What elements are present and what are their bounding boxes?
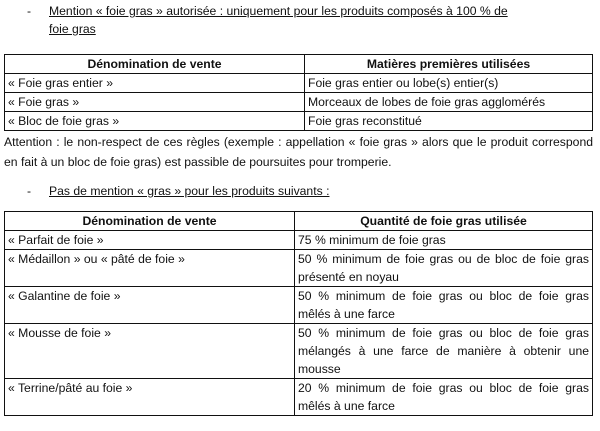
table-row (5, 93, 593, 112)
cell-quantite: 20 % minimum de foie gras ou bloc de foie gras mêlés à une farce (295, 379, 593, 416)
bullet-pas-de-mention (27, 182, 329, 200)
table-row (5, 231, 593, 250)
header-denomination: Dénomination de vente (5, 55, 305, 74)
cell-quantite: 50 % minimum de foie gras ou bloc de foie gras mélangés à une farce de manière à obtenir une mousse (295, 324, 593, 379)
bullet-text-line2: foie gras (49, 22, 96, 36)
bullet-dash: - (27, 4, 32, 18)
cell-denomination: « Médaillon » ou « pâté de foie » (5, 250, 295, 287)
cell-denomination: « Bloc de foie gras » (5, 112, 305, 131)
cell-denomination: « Terrine/pâté au foie » (5, 379, 295, 416)
attention-paragraph: Attention : le non-respect de ces règles (exemple : appellation « foie gras » alors que le produit correspond en fait à un bloc de foie gras) est passible de poursuites pour tromperie. (4, 135, 593, 169)
header-denomination: Dénomination de vente (5, 212, 295, 231)
cell-matieres: Morceaux de lobes de foie gras agglomérés (305, 93, 593, 112)
bullet-text-line1: Mention « foie gras » autorisée : uniquement pour les produits composés à 100 % de (49, 4, 508, 18)
table-row (5, 324, 593, 379)
header-matieres: Matières premières utilisées (305, 55, 593, 74)
table-row (5, 287, 593, 324)
cell-quantite: 50 % minimum de foie gras ou de bloc de foie gras présenté en noyau (295, 250, 593, 287)
cell-matieres: Foie gras reconstitué (305, 112, 593, 131)
table-quantite-foie-gras (4, 211, 593, 416)
cell-denomination: « Foie gras entier » (5, 74, 305, 93)
bullet-mention-foie-gras (27, 2, 587, 36)
cell-quantite: 75 % minimum de foie gras (295, 231, 593, 250)
table-row (5, 250, 593, 287)
cell-denomination: « Foie gras » (5, 93, 305, 112)
cell-quantite: 50 % minimum de foie gras ou bloc de foie gras mêlés à une farce (295, 287, 593, 324)
bullet-text: Pas de mention « gras » pour les produits suivants : (49, 184, 330, 198)
cell-denomination: « Parfait de foie » (5, 231, 295, 250)
bullet-dash: - (27, 184, 32, 198)
table-header-row (5, 55, 593, 74)
table-header-row (5, 212, 593, 231)
table-matieres-premieres (4, 54, 593, 131)
table-row (5, 74, 593, 93)
cell-matieres: Foie gras entier ou lobe(s) entier(s) (305, 74, 593, 93)
header-quantite: Quantité de foie gras utilisée (295, 212, 593, 231)
cell-denomination: « Mousse de foie » (5, 324, 295, 379)
cell-denomination: « Galantine de foie » (5, 287, 295, 324)
table-row (5, 379, 593, 416)
table-row (5, 112, 593, 131)
